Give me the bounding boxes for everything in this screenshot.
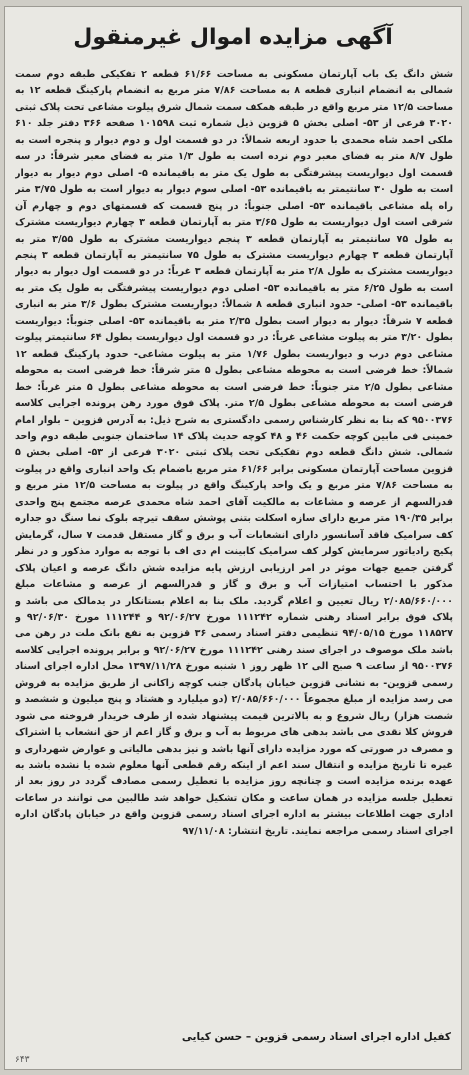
notice-clipping <box>4 6 462 1070</box>
page-number: ۶۴۳ <box>15 1055 30 1065</box>
title-band <box>5 13 461 61</box>
notice-signature: کفیل اداره اجرای اسناد رسمی قزوین – حسن کیایی <box>181 1031 451 1043</box>
notice-title: آگهی مزایده اموال غیرمنقول <box>73 24 393 50</box>
notice-body: شش دانگ یک باب آپارتمان مسکونی به مساحت ۶۱/۶۶ قطعه ۲ تفکیکی طبقه دوم سمت شمالی به انضمام انباری قطعه ۸ به مساحت ۷/۸۶ متر مربع به انضمام پارکینگ قطعه ۱۲ به مساحت ۱۲/۵ متر مربع واقع در طبقه همکف سمت شمال شرق پیلوت مشاعی تحت پلاک ثبتی ۳۰۲۰ فرعی از ۵۳- اصلی بخش ۵ قزوین ذیل شماره ثبت ۱۰۱۵۹۸ صفحه ۳۶۶ دفتر جلد ۶۱۰ ملکی احمد شاه محمدی با حدود اربعه شمالاً: در دو قسمت اول و دوم دیوار و پنجره است به طول ۸/۷ متر به فضای معبر دوم نرده است به طول ۱/۳ متر به فضای معبر شرقاً: در سه قسمت اول دیواریست پیشرفتگی به طول یک متر به باقیمانده ۵- اصلی دوم دیوار به دیوار است به طول ۳۰ سانتیمتر به باقیمانده ۵۳- اصلی سوم دیوار به دیوار است به طول ۳/۷۵ متر راه پله مشاعی باقیمانده ۵۳- اصلی جنوباً: در پنج قسمت که قسمتهای دوم و چهارم آن شرقی است اول دیواریست به طول ۳/۶۵ متر به آپارتمان قطعه ۳ چهارم دیواریست مشترک به طول ۷۵ سانتیمتر به آپارتمان قطعه ۳ پنجم دیواریست مشترک به طول ۳/۵۵ متر به آپارتمان قطعه ۳ چهارم دیواریست مشترک به طول ۷۵ سانتیمتر به آپارتمان قطعه ۳ پنجم دیواریست مشترک به طول ۲/۸ متر به آپارتمان قطعه ۳ غرباً: در دو قسمت اول دیوار به دیوار است به طول ۶/۲۵ متر به باقیمانده ۵۳- اصلی دوم دیواریست پیشرفتگی به طول یک متر به باقیمانده ۵۳- اصلی- حدود انباری قطعه ۸ شمالاً: دیواریست مشترک بطول ۳/۶ متر به انباری قطعه ۷ شرقاً: دیوار به دیوار است بطول ۲/۳۵ متر به باقیمانده ۵۳- اصلی جنوباً: دیواریست بطول ۳/۲۰ متر به پیلوت مشاعی غرباً: در دو قسمت اول دیواریست بطول ۶۴ سانتیمتر پیلوت مشاعی دوم درب و دیواریست بطول ۱/۷۶ متر به پیلوت مشاعی- حدود پارکینگ قطعه ۱۲ شمالاً: خط فرضی است به محوطه مشاعی بطول ۵ متر شرقاً: خط فرضی است به محوطه مشاعی بطول ۲/۵ متر جنوباً: خط فرضی است به محوطه مشاعی بطول ۵ متر غرباً: خط فرضی است به محوطه مشاعی بطول ۲/۵ متر. پلاک فوق مورد رهن پرونده اجرایی کلاسه ۹۵۰۰۳۷۶ که بنا به نظر کارشناس رسمی دادگستری به شرح ذیل: به آدرس قزوین – بلوار امام خمینی فی مابین کوچه حکمت ۴۶ و ۴۸ کوچه حدیث پلاک ۱۴ ساختمان جنوبی طبقه دوم واحد شمالی. شش دانگ قطعه دوم تفکیکی تحت پلاک ثبتی ۳۰۲۰ فرعی از ۵۳- اصلی بخش ۵ قزوین مساحت آپارتمان مسکونی برابر ۶۱/۶۶ متر مربع باضمام یک واحد انباری واقع در پیلوت به مساحت ۷/۸۶ متر مربع و یک واحد پارکینگ واقع در پیلوت به مساحت ۱۲/۵ متر مربع و قدرالسهم از عرصه و مشاعات به مالکیت آقای احمد شاه محمدی عرصه مجتمع پنج واحدی برابر ۱۹۰/۳۵ متر مربع دارای سازه اسکلت بتنی پوشش سقف تیرچه بلوک نما سنگ دو جداره کف سرامیک فاقد آسانسور دارای انشعابات آب و برق و گاز مستقل قدمت ۷ سال، گرمایش پکیج رادیاتور سرمایش کولر کف سرامیک کابینت ام دی اف با توجه به موارد مذکور و در نظر گرفتن جمیع جهات موثر در امر ارزیابی ارزش پایه مزایده شش دانگ عرصه و اعیان پلاک مذکور با احتساب امتیازات آب و برق و گاز و قدرالسهم از عرصه و مشاعات مبلغ ۲/۰۸۵/۶۶۰/۰۰۰ ریال تعیین و اعلام گردید. ملک بنا به اعلام بستانکار در یدمالک می باشد و پلاک فوق برابر اسناد رهنی شماره ۱۱۱۲۴۲ مورخ ۹۲/۰۶/۲۷ و ۱۱۱۲۴۴ مورخ ۹۲/۰۶/۳۰ و ۱۱۸۵۲۷ مورخ ۹۴/۰۵/۱۵ تنظیمی دفتر اسناد رسمی ۳۶ قزوین به نفع بانک ملت در رهن می باشد ملک موصوف در اجرای سند رهنی ۱۱۱۲۴۲ مورخ ۹۲/۰۶/۲۷ و برابر پرونده اجرایی کلاسه ۹۵۰۰۳۷۶ از ساعت ۹ صبح الی ۱۲ ظهر روز ۱ شنبه مورخ ۱۳۹۷/۱۱/۲۸ محل اداره اجرای اسناد رسمی قزوین- به نشانی قزوین خیابان پادگان جنب کوچه زاکانی از طریق مزایده به فروش می رسد مزایده از مبلغ مجموعاً ۲/۰۸۵/۶۶۰/۰۰۰ (دو میلیارد و هشتاد و پنج میلیون و ششصد و شصت هزار) ریال شروع و به بالاترین قیمت پیشنهاد شده از طرف خریدار فروخته می شود فروش کلا نقدی می باشد بدهی های مربوط به آب و برق و گاز اعم از حق انشعاب یا اشتراک و مصرف در صورتی که مورد مزایده دارای آنها باشد و نیز بدهی مالیاتی و عوارض شهرداری و غیره تا تاریخ مزایده و انتقال سند اعم از اینکه رقم قطعی آنها معلوم شده یا نشده باشد به عهده برنده مزایده است و چنانچه روز مزایده با تعطیل رسمی مصادف گردد در روز بعد از تعطیل جلسه مزایده در همان ساعت و مکان تشکیل خواهد شد طالبین می توانند در ساعات اداری جهت اطلاعات بیشتر به اداره اجرای اسناد رسمی قزوین واقع در خیابان پادگان اداره اجرای اسناد رسمی مراجعه نمایند. تاریخ انتشار: ۹۷/۱۱/۰۸ <box>15 69 453 837</box>
